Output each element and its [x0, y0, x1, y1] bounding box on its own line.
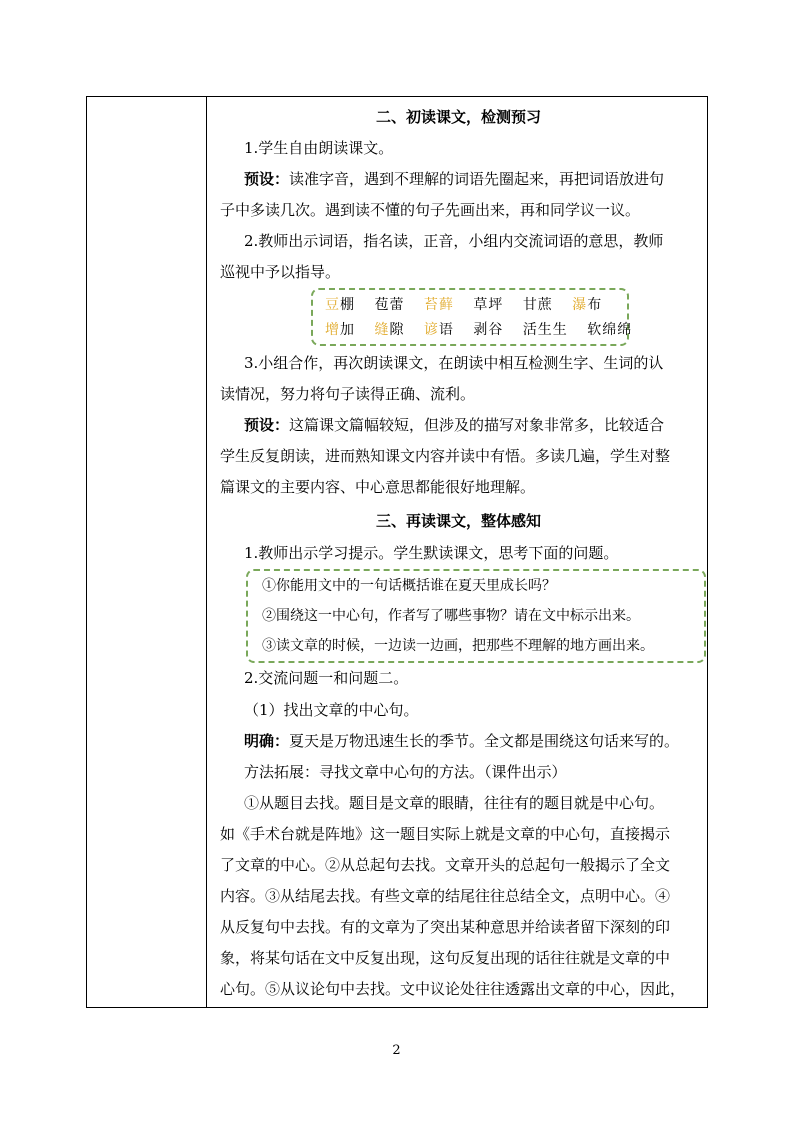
paragraph-line: ①从题目去找。题目是文章的眼睛，往往有的题目就是中心句。	[244, 794, 665, 812]
paragraph-line: 子中多读几次。遇到读不懂的句子先画出来，再和同学议一议。	[220, 201, 641, 219]
paragraph-line: 方法拓展：寻找文章中心句的方法。（课件出示）	[244, 763, 567, 781]
preset-text: 读准字音，遇到不理解的词语先圈起来，再把词语放进句	[289, 170, 665, 188]
paragraph-line: 3.小组合作，再次朗读课文，在朗读中相互检测生字、生词的认	[244, 354, 664, 372]
section-title-3: 三、再读课文，整体感知	[375, 512, 541, 530]
vocab-word: 豆棚	[325, 297, 355, 313]
vocab-word: 甘蔗	[522, 297, 553, 313]
preset-text: 这篇课文篇幅较短，但涉及的描写对象非常多，比较适合	[289, 416, 665, 434]
section-title-2: 二、初读课文，检测预习	[375, 108, 541, 126]
paragraph-line: 1.教师出示学习提示。学生默读课文，思考下面的问题。	[244, 544, 619, 562]
page-number: 2	[392, 1043, 401, 1058]
clarify-label: 明确：	[244, 732, 290, 750]
paragraph-line: 如《手术台就是阵地》这一题目实际上就是文章的中心句，直接揭示	[220, 825, 671, 843]
vocab-word: 活生生	[522, 322, 568, 338]
paragraph-line: 读情况，努力将句子读得正确、流利。	[220, 385, 476, 403]
clarify-line	[220, 731, 697, 751]
vocab-word: 苔藓	[423, 297, 454, 313]
paragraph-line: 2.教师出示词语，指名读，正音，小组内交流词语的意思，教师	[244, 232, 664, 250]
content-cell	[208, 97, 707, 1007]
paragraph-line: 了文章的中心。②从总起句去找。文章开头的总起句一般揭示了全文	[220, 856, 671, 874]
vocab-word: 谚语	[423, 322, 454, 338]
paragraph-line: 巡视中予以指导。	[220, 263, 341, 281]
vocab-word: 剥谷	[473, 322, 504, 338]
paragraph-line: （1）找出文章的中心句。	[244, 701, 419, 719]
vocab-word: 草坪	[473, 297, 504, 313]
preset-label: 预设：	[244, 170, 290, 188]
vocab-word: 瀑布	[572, 297, 603, 313]
preset-line	[220, 169, 697, 189]
vocab-word: 软绵绵	[587, 322, 633, 338]
prompt-item: ①你能用文中的一句话概括谁在夏天里成长吗？	[262, 578, 556, 594]
left-column-cell	[87, 97, 207, 1007]
vocab-word: 缝隙	[374, 322, 405, 338]
clarify-text: 夏天是万物迅速生长的季节。全文都是围绕这句话来写的。	[289, 732, 680, 750]
preset-line	[220, 415, 697, 435]
paragraph-line: 从反复句中去找。有的文章为了突出某种意思并给读者留下深刻的印	[220, 918, 671, 936]
vocab-word: 苞蕾	[374, 297, 405, 313]
vocab-word: 增加	[325, 322, 355, 338]
paragraph-line: 2.交流问题一和问题二。	[244, 669, 409, 687]
paragraph-line: 1.学生自由朗读课文。	[244, 139, 394, 157]
paragraph-line: 内容。③从结尾去找。有些文章的结尾往往总结全文，点明中心。④	[220, 887, 671, 905]
study-prompt-box	[246, 569, 706, 663]
vocab-row-2	[325, 321, 633, 339]
paragraph-line: 学生反复朗读，进而熟知课文内容并读中有悟。多读几遍，学生对整	[220, 447, 671, 465]
prompt-item: ②围绕这一中心句，作者写了哪些事物？请在文中标示出来。	[262, 608, 640, 624]
prompt-item: ③读文章的时候，一边读一边画，把那些不理解的地方画出来。	[262, 638, 654, 654]
vocab-row-1	[325, 296, 621, 314]
paragraph-line: 篇课文的主要内容、中心意思都能很好地理解。	[220, 478, 536, 496]
preset-label: 预设：	[244, 416, 290, 434]
paragraph-line: 象，将某句话在文中反复出现，这句反复出现的话往往就是文章的中	[220, 949, 671, 967]
lesson-table	[86, 96, 708, 1008]
paragraph-line: 心句。⑤从议论句中去找。文中议论处往往透露出文章的中心，因此，	[220, 980, 686, 998]
vocab-box	[311, 288, 633, 346]
